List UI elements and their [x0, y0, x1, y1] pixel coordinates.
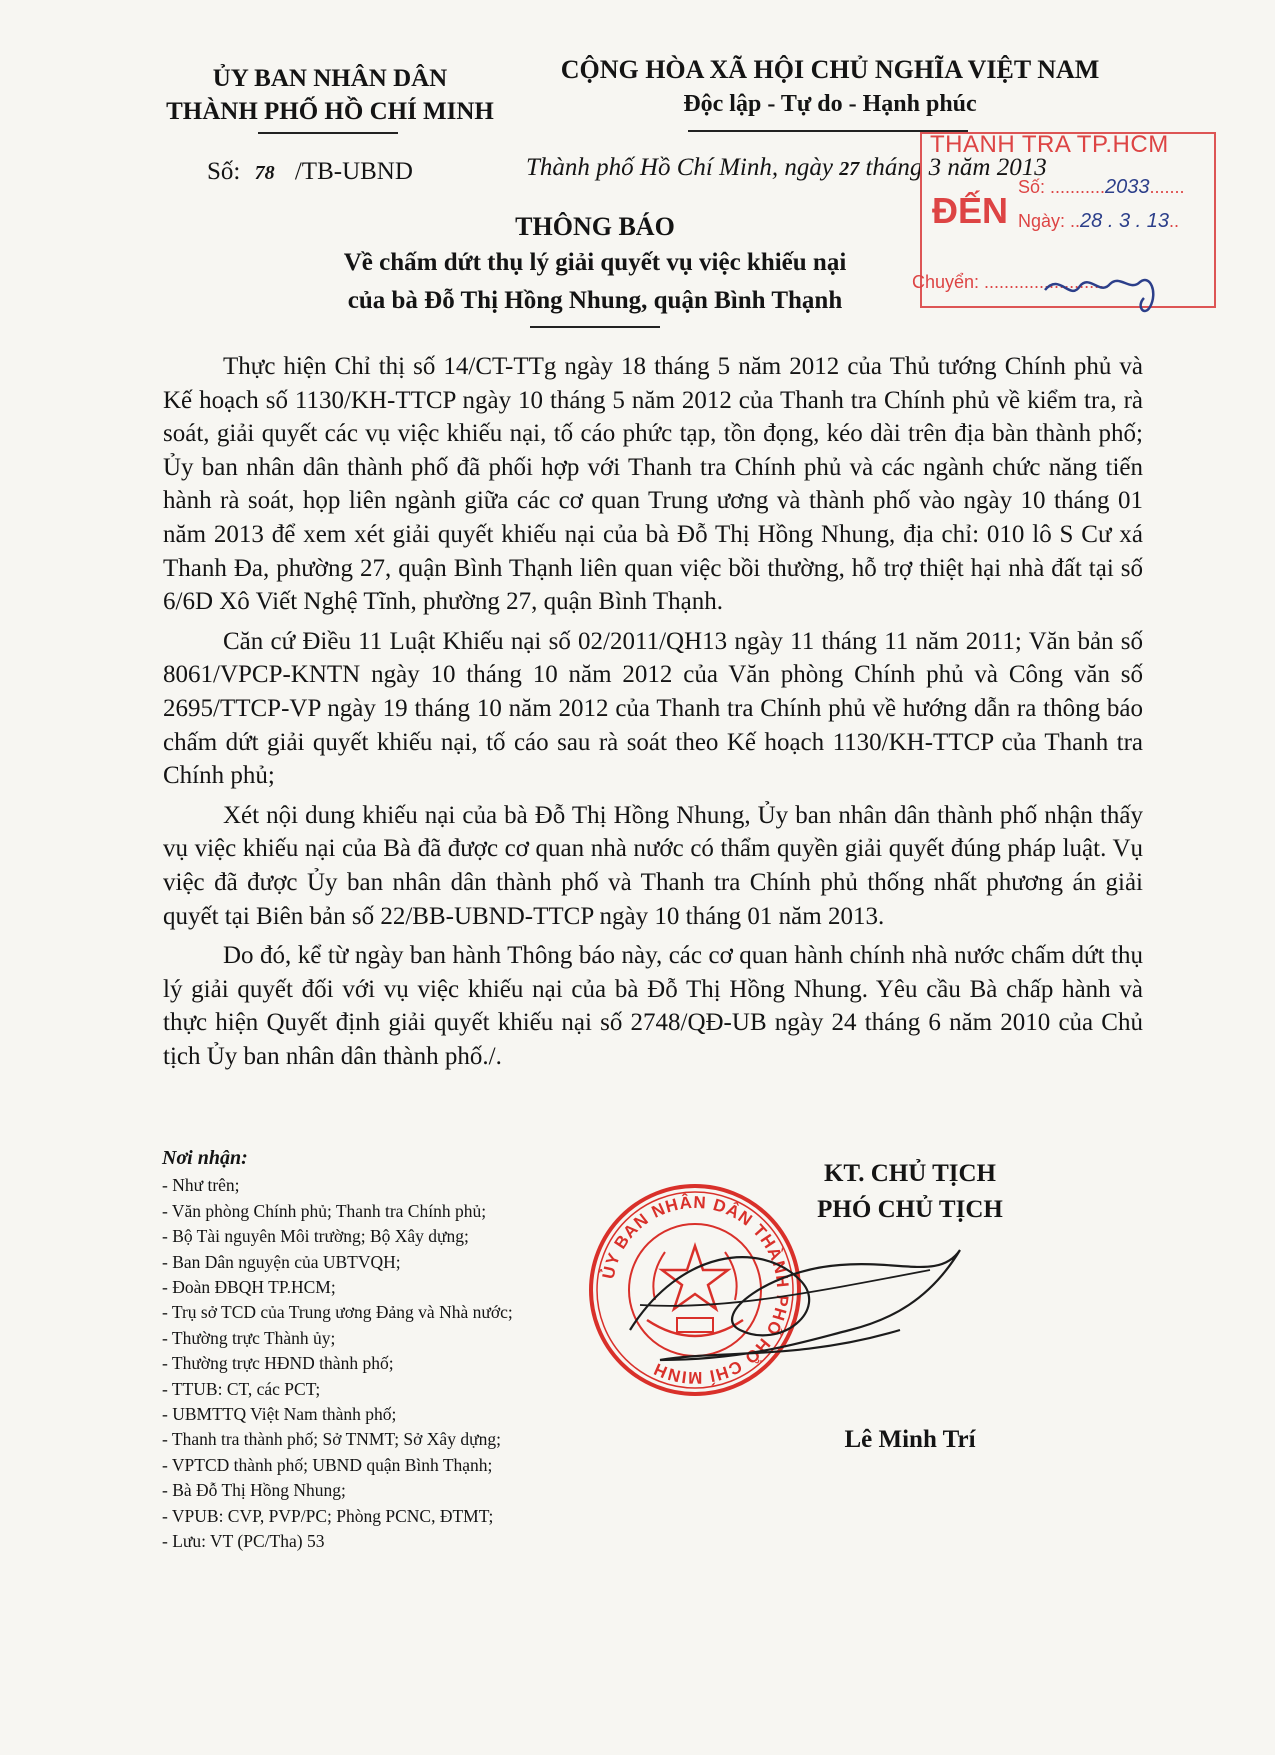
stamp-number-value: 2033 — [1105, 176, 1150, 198]
stamp-forward-label: Chuyển: — [912, 272, 980, 292]
recipient-item: - Bà Đỗ Thị Hồng Nhung; — [162, 1480, 346, 1501]
recipient-item: - Đoàn ĐBQH TP.HCM; — [162, 1277, 336, 1298]
date-day-handwritten: 27 — [839, 158, 860, 180]
date-place: Thành phố Hồ Chí Minh, ngày — [526, 154, 833, 181]
stamp-number-line: Số: ...........2033....... — [1018, 176, 1185, 198]
doc-number-handwritten: 78 — [254, 162, 275, 184]
body-paragraph: Thực hiện Chỉ thị số 14/CT-TTg ngày 18 tháng 5 năm 2012 của Thủ tướng Chính phủ và Kế hoạch số 1130/KH-TTCP ngày 10 tháng 5 năm 2012 của Thanh tra Chính phủ về kiểm tra, rà soát, giải quyết các vụ việc khiếu nại, tố cáo phức tạp, tồn đọng, kéo dài trên địa bàn thành phố; Ủy ban nhân dân thành phố đã phối hợp với Thanh tra Chính phủ và các ngành chức năng tiến hành rà soát, họp liên ngành giữa các cơ quan Trung ương và thành phố vào ngày 10 tháng 01 năm 2013 để xem xét giải quyết khiếu nại của bà Đỗ Thị Hồng Nhung, địa chỉ: 010 lô S Cư xá Thanh Đa, phường 27, quận Bình Thạnh liên quan việc bồi thường, hỗ trợ thiệt hại nhà đất tại số 6/6D Xô Viết Nghệ Tĩnh, phường 27, quận Bình Thạnh. — [163, 353, 1143, 616]
recipient-item: - Trụ sở TCD của Trung ương Đảng và Nhà nước; — [162, 1302, 513, 1323]
document-number — [207, 158, 413, 186]
recipients-block — [162, 1146, 632, 1555]
national-header — [520, 52, 1140, 122]
handwritten-initial-icon — [1040, 262, 1170, 322]
document-subject-line2: của bà Đỗ Thị Hồng Nhung, quận Bình Thạnh — [347, 287, 843, 314]
signature-title-line2: PHÓ CHỦ TỊCH — [817, 1196, 1003, 1223]
recipients-list — [162, 1173, 632, 1554]
recipient-item: - VPTCD thành phố; UBND quận Bình Thạnh; — [162, 1454, 493, 1475]
document-body — [163, 350, 1143, 1079]
document-subject-line1: Về chấm dứt thụ lý giải quyết vụ việc khiếu nại — [343, 249, 847, 276]
recipient-item: - Bộ Tài nguyên Môi trường; Bộ Xây dựng; — [162, 1226, 469, 1247]
doc-number-prefix: Số: — [207, 158, 241, 185]
stamp-den-label: ĐẾN — [932, 190, 1009, 231]
stamp-date-label: Ngày: — [1018, 211, 1066, 231]
recipient-item: - Văn phòng Chính phủ; Thanh tra Chính phủ; — [162, 1200, 487, 1221]
stamp-date-line: Ngày: ..28 . 3 . 13.. — [1018, 210, 1180, 232]
title-underline — [530, 326, 660, 328]
agency-line1: ỦY BAN NHÂN DÂN — [212, 65, 448, 92]
body-paragraph: Xét nội dung khiếu nại của bà Đỗ Thị Hồng Nhung, Ủy ban nhân dân thành phố nhận thấy vụ việc khiếu nại của Bà đã được cơ quan nhà nước có thẩm quyền giải quyết đúng pháp luật. Vụ việc đã được Ủy ban nhân dân thành phố và Thanh tra Chính phủ thống nhất phương án giải quyết tại Biên bản số 22/BB-UBND-TTCP ngày 10 tháng 01 năm 2013. — [163, 801, 1143, 930]
recipient-item: - VPUB: CVP, PVP/PC; Phòng PCNC, ĐTMT; — [162, 1505, 494, 1526]
country-name: CỘNG HÒA XÃ HỘI CHỦ NGHĨA VIỆT NAM — [560, 55, 1100, 84]
signer-name: Lê Minh Trí — [844, 1426, 976, 1453]
recipient-item: - Thường trực HĐND thành phố; — [162, 1353, 394, 1374]
stamp-date-value: 28 . 3 . 13 — [1080, 210, 1170, 232]
signature-title-line1: KT. CHỦ TỊCH — [823, 1160, 997, 1187]
recipient-item: - Lưu: VT (PC/Tha) 53 — [162, 1531, 325, 1552]
recipient-item: - Ban Dân nguyện của UBTVQH; — [162, 1251, 401, 1272]
body-paragraph: Căn cứ Điều 11 Luật Khiếu nại số 02/2011/QH13 ngày 11 tháng 11 năm 2011; Văn bản số 8061/VPCP-KNTN ngày 10 tháng 10 năm 2012 của Văn phòng Chính phủ và Công văn số 2695/TTCP-VP ngày 19 tháng 10 năm 2012 của Thanh tra Chính phủ về hướng dẫn ra thông báo chấm dứt giải quyết khiếu nại, tố cáo sau rà soát theo Kế hoạch 1130/KH-TTCP của Thanh tra Chính phủ; — [163, 627, 1143, 790]
stamp-forward-line: Chuyển: ......................... — [912, 272, 1110, 292]
stamp-agency: THANH TRA TP.HCM — [930, 131, 1169, 158]
national-motto: Độc lập - Tự do - Hạnh phúc — [683, 91, 977, 117]
body-paragraph: Do đó, kể từ ngày ban hành Thông báo này, các cơ quan hành chính nhà nước chấm dứt thụ lý giải quyết đối với vụ việc khiếu nại của bà Đỗ Thị Hồng Nhung. Yêu cầu Bà chấp hành và thực hiện Quyết định giải quyết khiếu nại số 2748/QĐ-UB ngày 24 tháng 6 năm 2010 của Chủ tịch Ủy ban nhân dân thành phố./. — [163, 942, 1143, 1070]
agency-line2: THÀNH PHỐ HỒ CHÍ MINH — [166, 98, 494, 125]
recipient-item: - Thanh tra thành phố; Sở TNMT; Sở Xây dựng; — [162, 1429, 501, 1450]
issuing-agency — [140, 62, 520, 128]
date-month-year: tháng 3 năm 2013 — [865, 154, 1047, 181]
agency-underline — [258, 132, 398, 134]
document-title: THÔNG BÁO — [515, 212, 675, 241]
seal-text: ỦY BAN NHÂN DÂN THÀNH PHỐ HỒ CHÍ MINH — [598, 1192, 793, 1388]
recipient-item: - Thường trực Thành ủy; — [162, 1327, 336, 1348]
doc-number-suffix: /TB-UBND — [294, 158, 413, 185]
recipient-item: - UBMTTQ Việt Nam thành phố; — [162, 1404, 397, 1425]
recipients-heading: Nơi nhận: — [162, 1147, 248, 1169]
signature-scribble-icon — [600, 1210, 1030, 1390]
recipient-item: - TTUB: CT, các PCT; — [162, 1378, 321, 1399]
stamp-number-label: Số: — [1018, 177, 1046, 197]
recipient-item: - Như trên; — [162, 1175, 240, 1196]
